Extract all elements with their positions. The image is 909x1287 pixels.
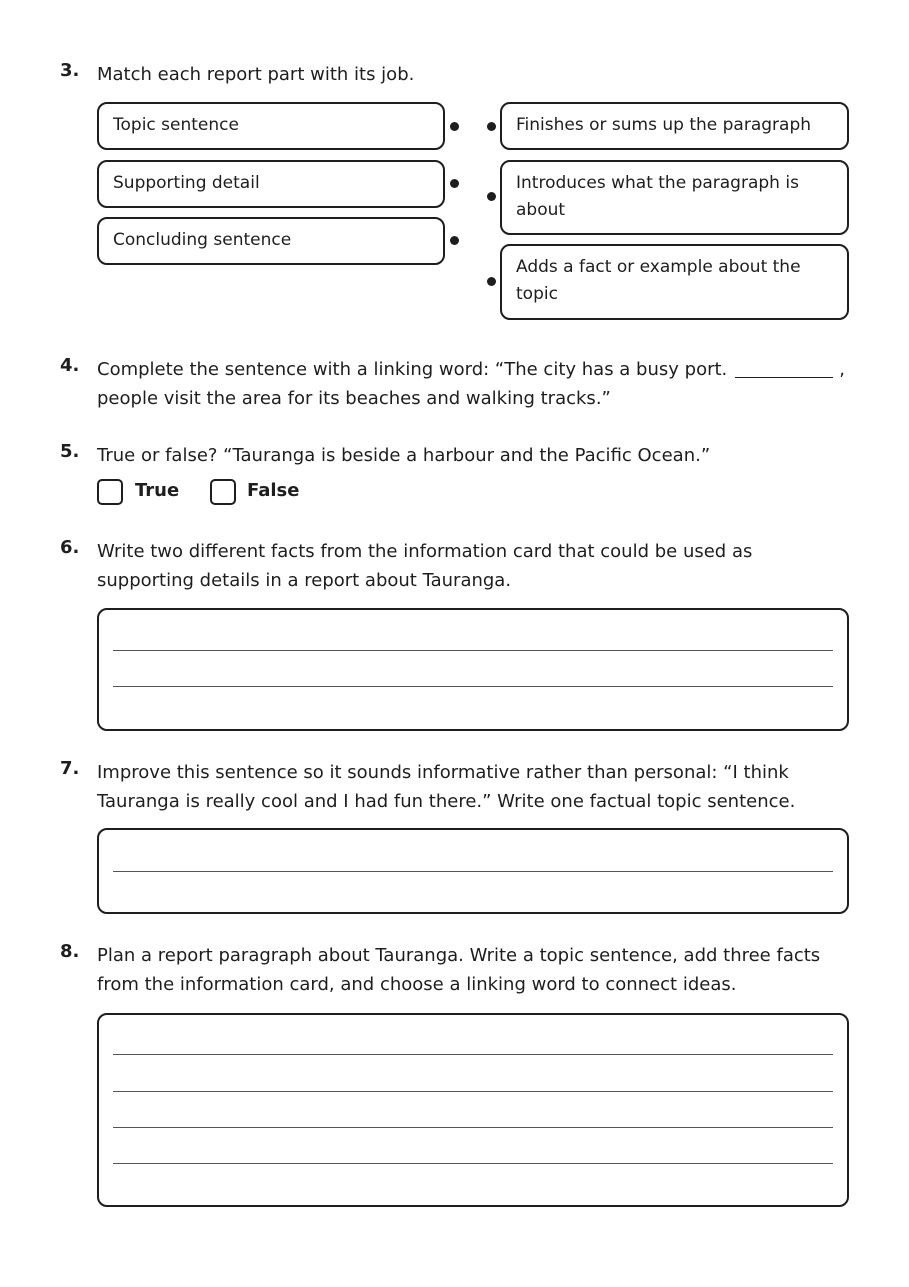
match-dot-left-1[interactable] — [450, 122, 459, 131]
question-number: 3. — [60, 60, 80, 81]
writing-line — [113, 1091, 833, 1092]
question-prompt: Plan a report paragraph about Tauranga. Write a topic sentence, add three facts from the information card, and choose a linking word to connect ideas. — [97, 945, 821, 995]
question-prompt: Write two different facts from the information card that could be used as supporting details in a report about Tauranga. — [97, 541, 753, 591]
question-5 — [60, 441, 850, 513]
question-number: 8. — [60, 941, 80, 962]
match-label: Adds a fact or example about the topic — [516, 257, 801, 304]
writing-line — [113, 871, 833, 872]
question-8 — [60, 941, 850, 1209]
question-number: 5. — [60, 441, 80, 462]
question-number: 7. — [60, 758, 80, 779]
match-right-adds-fact[interactable] — [500, 244, 849, 320]
match-label: Supporting detail — [113, 173, 260, 193]
writing-line — [113, 1163, 833, 1164]
match-dot-right-1[interactable] — [487, 122, 496, 131]
answer-box[interactable] — [97, 828, 849, 914]
match-right-introduces[interactable] — [500, 160, 849, 235]
false-checkbox[interactable] — [210, 479, 236, 505]
match-label: Finishes or sums up the paragraph — [516, 115, 812, 135]
question-4 — [60, 355, 850, 415]
writing-line — [113, 686, 833, 687]
prompt-part-after: people visit the area for its beaches and walking tracks.” — [97, 388, 611, 409]
match-dot-right-3[interactable] — [487, 277, 496, 286]
answer-box[interactable] — [97, 608, 849, 731]
true-label: True — [135, 480, 180, 501]
prompt-comma: , — [839, 359, 845, 380]
question-prompt: Improve this sentence so it sounds informative rather than personal: “I think Tauranga is really cool and I had fun there.” Write one factual topic sentence. — [97, 762, 796, 812]
writing-line — [113, 650, 833, 651]
match-label: Topic sentence — [113, 115, 239, 135]
match-dot-right-2[interactable] — [487, 192, 496, 201]
question-7 — [60, 758, 850, 916]
question-number: 6. — [60, 537, 80, 558]
match-left-supporting-detail[interactable] — [97, 160, 445, 208]
question-number: 4. — [60, 355, 80, 376]
match-label: Introduces what the paragraph is about — [516, 173, 799, 220]
writing-line — [113, 1127, 833, 1128]
match-right-finishes[interactable] — [500, 102, 849, 150]
question-prompt — [97, 355, 852, 413]
prompt-part-before: Complete the sentence with a linking word: “The city has a busy port. — [97, 359, 728, 380]
match-dot-left-3[interactable] — [450, 236, 459, 245]
true-checkbox[interactable] — [97, 479, 123, 505]
match-left-concluding-sentence[interactable] — [97, 217, 445, 265]
true-false-options — [97, 479, 357, 507]
answer-box[interactable] — [97, 1013, 849, 1207]
writing-line — [113, 1054, 833, 1055]
match-left-topic-sentence[interactable] — [97, 102, 445, 150]
question-6 — [60, 537, 850, 732]
match-dot-left-2[interactable] — [450, 179, 459, 188]
match-label: Concluding sentence — [113, 230, 292, 250]
question-prompt: Match each report part with its job. — [97, 64, 415, 85]
question-3 — [60, 60, 850, 330]
false-label: False — [247, 480, 300, 501]
question-prompt: True or false? “Tauranga is beside a harbour and the Pacific Ocean.” — [97, 445, 711, 466]
fill-in-blank[interactable] — [735, 361, 833, 378]
